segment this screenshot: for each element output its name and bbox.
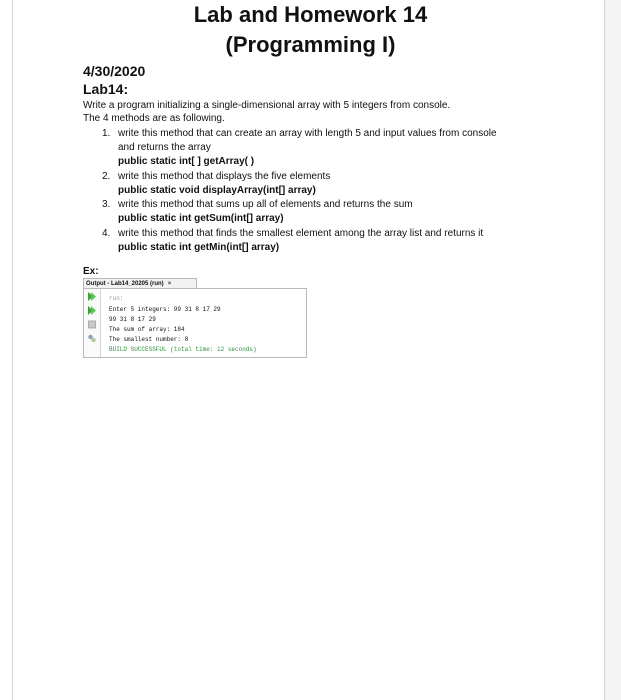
document-subtitle: (Programming I) xyxy=(225,32,396,57)
method-signature: public static void displayArray(int[] array) xyxy=(118,185,316,196)
intro-line: The 4 methods are as following. xyxy=(83,113,225,124)
list-item-text: write this method that displays the five elements xyxy=(118,171,331,182)
output-window xyxy=(83,278,306,356)
list-number: 3. xyxy=(102,199,111,210)
run-icon[interactable] xyxy=(87,292,97,301)
page-border-left xyxy=(12,0,13,700)
output-panel xyxy=(83,288,307,358)
lab-heading: Lab14: xyxy=(83,81,129,97)
document-title: Lab and Homework 14 xyxy=(193,2,428,27)
output-toolbar xyxy=(84,289,101,357)
stop-icon[interactable] xyxy=(87,320,97,329)
method-signature: public static int[ ] getArray( ) xyxy=(118,156,255,167)
console-line: Enter 5 integers: 99 31 8 17 29 xyxy=(109,306,221,313)
build-status-line: BUILD SUCCESSFUL (total time: 12 seconds) xyxy=(109,346,257,353)
console-line: The smallest number: 8 xyxy=(109,336,189,343)
console-line: run: xyxy=(109,295,124,302)
page-margin xyxy=(605,0,621,700)
close-icon[interactable]: × xyxy=(167,281,172,287)
list-number: 1. xyxy=(102,128,111,139)
list-item-text: and returns the array xyxy=(118,142,211,153)
list-item-text: write this method that sums up all of elements and returns the sum xyxy=(118,199,413,210)
method-signature: public static int getMin(int[] array) xyxy=(118,242,280,253)
console-line: 99 31 8 17 29 xyxy=(109,316,156,323)
list-item-text: write this method that can create an array with length 5 and input values from console xyxy=(118,128,497,139)
output-tab-title: Output - Lab14_20205 (run) xyxy=(86,281,164,287)
settings-icon[interactable] xyxy=(87,334,97,343)
example-label: Ex: xyxy=(83,266,99,277)
document-date: 4/30/2020 xyxy=(83,63,146,79)
method-signature: public static int getSum(int[] array) xyxy=(118,213,284,224)
intro-line: Write a program initializing a single-dimensional array with 5 integers from console. xyxy=(83,100,451,111)
list-item-text: write this method that finds the smallest element among the array list and returns it xyxy=(118,228,484,239)
list-number: 2. xyxy=(102,171,111,182)
rerun-icon[interactable] xyxy=(87,306,97,315)
list-number: 4. xyxy=(102,228,111,239)
console-line: The sum of array: 184 xyxy=(109,326,185,333)
